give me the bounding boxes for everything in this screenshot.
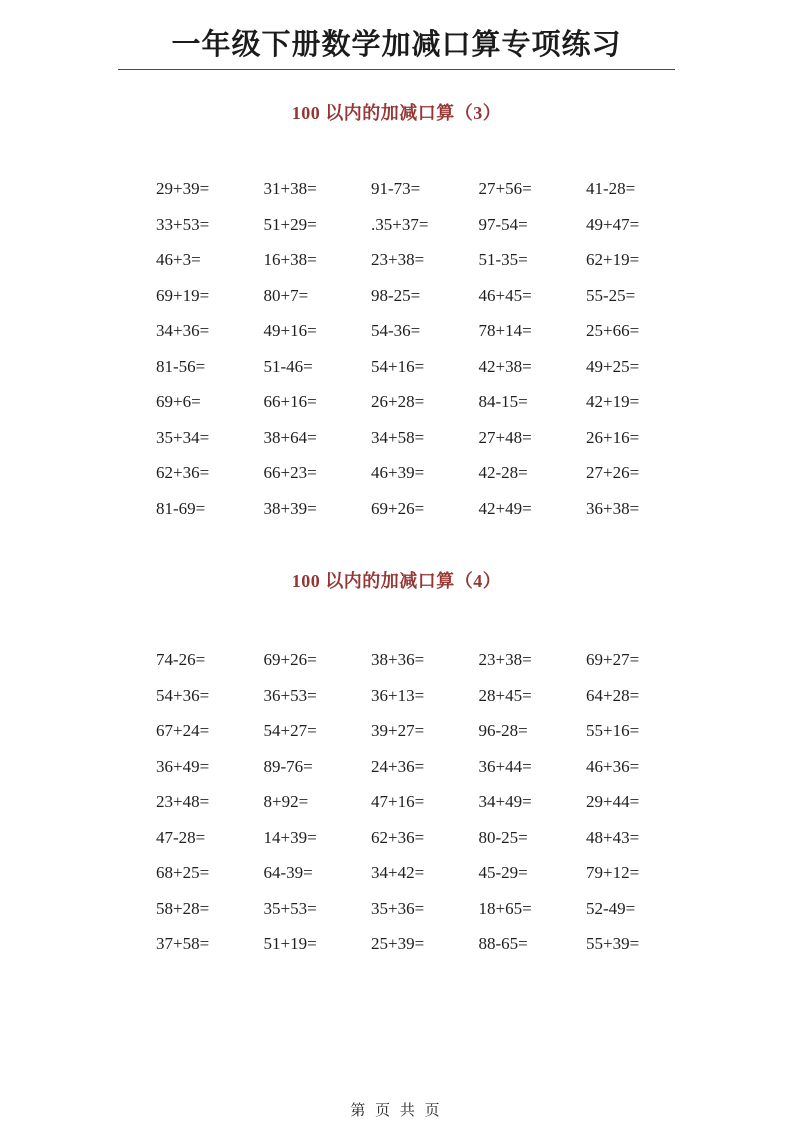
page-title: 一年级下册数学加减口算专项练习 <box>171 29 622 61</box>
math-problem: 91-73= <box>371 179 421 198</box>
math-problem: 29+44= <box>586 792 640 811</box>
math-problem: 38+39= <box>263 498 317 518</box>
math-problem: 64+28= <box>586 685 640 705</box>
math-problem: 36+44= <box>478 756 532 776</box>
page-footer: 第 页 共 页 <box>350 1103 443 1119</box>
math-problem: 36+53= <box>263 685 317 705</box>
math-problem: 27+26= <box>586 463 640 482</box>
math-problem: 42+49= <box>478 498 532 518</box>
math-problem: 36+38= <box>586 498 640 518</box>
math-problem: 26+28= <box>371 392 425 411</box>
math-problem: 80-25= <box>478 827 528 847</box>
math-problem: 88-65= <box>478 934 528 953</box>
math-problem: 78+14= <box>478 321 532 340</box>
math-problem: 35+34= <box>156 427 210 447</box>
math-problem: 23+38= <box>371 250 425 269</box>
math-problem: 28+45= <box>478 685 532 705</box>
math-problem: 45-29= <box>478 863 528 882</box>
math-problem: 64-39= <box>263 863 313 882</box>
math-problem: 42-28= <box>478 463 528 482</box>
math-problem: 54+27= <box>263 721 317 740</box>
math-problem: 58+28= <box>156 898 210 918</box>
math-problem: 62+19= <box>586 250 640 269</box>
math-problem: 69+27= <box>586 650 640 669</box>
problem-grid-1 <box>156 179 694 534</box>
math-problem: 27+56= <box>478 179 532 198</box>
math-problem: 31+38= <box>263 179 317 198</box>
math-problem: 26+16= <box>586 427 640 447</box>
math-problem: 69+19= <box>156 285 210 305</box>
math-problem: 49+16= <box>263 321 317 340</box>
math-problem: 81-69= <box>156 498 206 518</box>
math-problem: 35+53= <box>263 898 317 918</box>
math-problem: 51-46= <box>263 356 313 376</box>
math-problem: 66+16= <box>263 392 317 411</box>
math-problem: 42+19= <box>586 392 640 411</box>
math-problem: 25+39= <box>371 934 425 953</box>
math-problem: 55+39= <box>586 934 640 953</box>
title-divider <box>118 69 675 70</box>
math-problem: 84-15= <box>478 392 528 411</box>
math-problem: 34+36= <box>156 321 210 340</box>
math-problem: 29+39= <box>156 179 210 198</box>
math-problem: 89-76= <box>263 756 313 776</box>
math-problem: 24+36= <box>371 756 425 776</box>
math-problem: 79+12= <box>586 863 640 882</box>
math-problem: 36+13= <box>371 685 425 705</box>
math-problem: 55+16= <box>586 721 640 740</box>
math-problem: 97-54= <box>478 214 528 234</box>
math-problem: 34+49= <box>478 792 532 811</box>
math-problem: 55-25= <box>586 285 636 305</box>
math-problem: 38+36= <box>371 650 425 669</box>
math-problem: 23+38= <box>478 650 532 669</box>
math-problem: 54+36= <box>156 685 210 705</box>
math-problem: 66+23= <box>263 463 317 482</box>
problem-grid-2 <box>156 650 694 970</box>
math-problem: 51+19= <box>263 934 317 953</box>
math-problem: 96-28= <box>478 721 528 740</box>
math-problem: 37+58= <box>156 934 210 953</box>
math-problem: 18+65= <box>478 898 532 918</box>
math-problem: 8+92= <box>263 792 309 811</box>
math-problem: 36+49= <box>156 756 210 776</box>
math-problem: 46+39= <box>371 463 425 482</box>
math-problem: 23+48= <box>156 792 210 811</box>
math-problem: 35+36= <box>371 898 425 918</box>
math-problem: 41-28= <box>586 179 636 198</box>
math-problem: 49+25= <box>586 356 640 376</box>
math-problem: 46+3= <box>156 250 201 269</box>
math-problem: 46+45= <box>478 285 532 305</box>
math-problem: 98-25= <box>371 285 421 305</box>
math-problem: 74-26= <box>156 650 206 669</box>
math-problem: 52-49= <box>586 898 636 918</box>
math-problem: 80+7= <box>263 285 309 305</box>
math-problem: 25+66= <box>586 321 640 340</box>
math-problem: 54-36= <box>371 321 421 340</box>
section-heading-1: 100 以内的加减口算（3） <box>291 103 502 123</box>
math-problem: 62+36= <box>156 463 210 482</box>
math-problem: 46+36= <box>586 756 640 776</box>
math-problem: 47-28= <box>156 827 206 847</box>
math-problem: 51+29= <box>263 214 317 234</box>
math-problem: 38+64= <box>263 427 317 447</box>
math-problem: 14+39= <box>263 827 317 847</box>
math-problem: .35+37= <box>371 214 429 234</box>
math-problem: 69+6= <box>156 392 201 411</box>
math-problem: 27+48= <box>478 427 532 447</box>
math-problem: 47+16= <box>371 792 425 811</box>
math-problem: 16+38= <box>263 250 317 269</box>
math-problem: 67+24= <box>156 721 210 740</box>
math-problem: 69+26= <box>371 498 425 518</box>
math-problem: 68+25= <box>156 863 210 882</box>
math-problem: 49+47= <box>586 214 640 234</box>
section-heading-2: 100 以内的加减口算（4） <box>291 571 502 591</box>
math-problem: 51-35= <box>478 250 528 269</box>
math-problem: 34+58= <box>371 427 425 447</box>
math-problem: 33+53= <box>156 214 210 234</box>
math-problem: 42+38= <box>478 356 532 376</box>
math-problem: 69+26= <box>263 650 317 669</box>
math-problem: 62+36= <box>371 827 425 847</box>
math-problem: 34+42= <box>371 863 425 882</box>
math-problem: 48+43= <box>586 827 640 847</box>
math-problem: 54+16= <box>371 356 425 376</box>
math-problem: 39+27= <box>371 721 425 740</box>
math-problem: 81-56= <box>156 356 206 376</box>
